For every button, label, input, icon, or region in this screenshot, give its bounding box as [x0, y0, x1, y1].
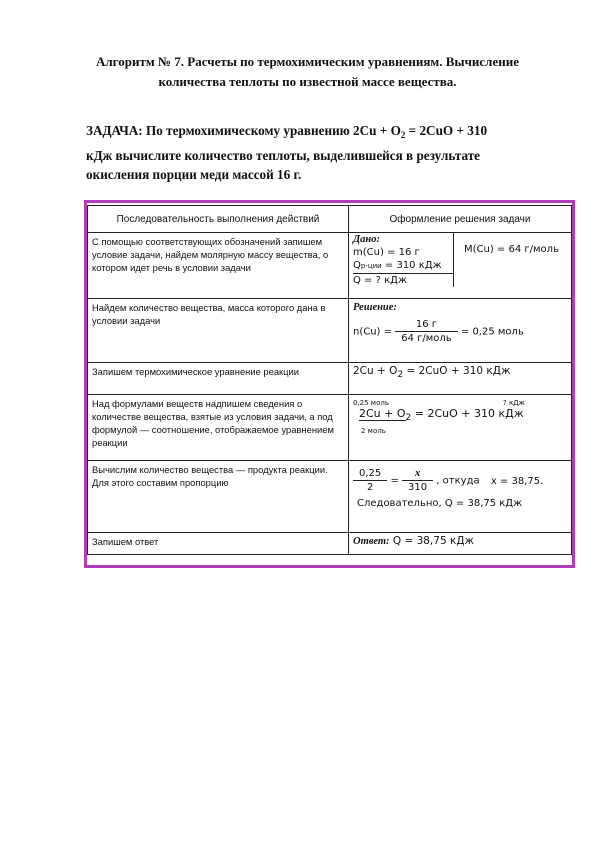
document-title: [80, 52, 535, 92]
bottom-note: 2 моль: [361, 427, 386, 435]
solution-cell: [349, 395, 572, 461]
table-row: [88, 395, 572, 461]
header-solution: Оформление решения задачи: [349, 206, 572, 233]
step-text: Вычислим количество вещества — продукта реакции. Для этого составим пропорцию: [88, 461, 349, 533]
solution-cell: [349, 461, 572, 533]
table-header-row: [88, 206, 572, 233]
table-row: [88, 461, 572, 533]
solution-cell: [349, 233, 572, 299]
table-row: [88, 363, 572, 395]
title-line-2: количества теплоты по известной массе вещества.: [158, 74, 457, 89]
amount-result: = 0,25 моль: [460, 326, 524, 338]
solution-cell: [349, 299, 572, 363]
given-mass: m(Cu) = 16 г: [353, 247, 420, 258]
find-value: Q = ? кДж: [353, 275, 407, 286]
header-steps: Последовательность выполнения действий: [88, 206, 349, 233]
step-text: Найдем количество вещества, масса которого дана в условии задачи: [88, 299, 349, 363]
table-row: [88, 299, 572, 363]
conclusion: Следовательно, Q = 38,75 кДж: [357, 498, 523, 509]
task-line-2: кДж вычислите количество теплоты, выделившейся в результате: [86, 147, 481, 163]
thermo-equation: 2Cu + O2 = 2CuO + 310 кДж: [349, 363, 572, 395]
solution-label: Решение:: [353, 302, 397, 313]
task-line-1: ЗАДАЧА: По термохимическому уравнению $2Cu + O_2 = 2CuO + 310$: [86, 123, 488, 140]
given-heat: Qр-ции = 310 кДж: [353, 259, 453, 274]
molar-mass: M(Cu) = 64 г/моль: [464, 244, 559, 255]
step-text: С помощью соответствующих обозначений запишем условие задачи, найдем молярную массу вещества, о котором идет речь в условии задачи: [88, 233, 349, 299]
annotated-equation: $2Cu + O_2 = 2CuO + 310$ кДж: [359, 407, 524, 423]
table-row: [88, 533, 572, 555]
algorithm-table: [87, 205, 572, 555]
answer-cell: Ответ: Q = 38,75 кДж: [349, 533, 572, 555]
top-left-note: 0,25 моль: [353, 399, 389, 407]
title-line-1: Алгоритм № 7. Расчеты по термохимическим уравнениям. Вычисление: [96, 54, 519, 69]
task-statement: [86, 121, 556, 185]
given-block: [353, 233, 567, 287]
amount-fraction: $\frac{16 г}{\text{64 г/моль}}$: [395, 318, 457, 345]
given-label: Дано:: [353, 234, 380, 245]
step-text: Запишем ответ: [88, 533, 349, 555]
top-right-note: ? кДж: [503, 399, 525, 407]
amount-left: n(Cu) =: [353, 326, 393, 338]
task-line-3: окисления порции меди массой 16 г.: [86, 167, 302, 182]
step-text: Запишем термохимическое уравнение реакции: [88, 363, 349, 395]
step-text: Над формулами веществ надпишем сведения о количестве вещества, взятые из условия задачи, а под формулой — соотношение, отображаемое уравнением реакции: [88, 395, 349, 461]
proportion: $\frac{0,25}{2}$ = $\frac{x}{310}$ , откуда x = 38,75.: [353, 467, 567, 494]
table-row: [88, 233, 572, 299]
